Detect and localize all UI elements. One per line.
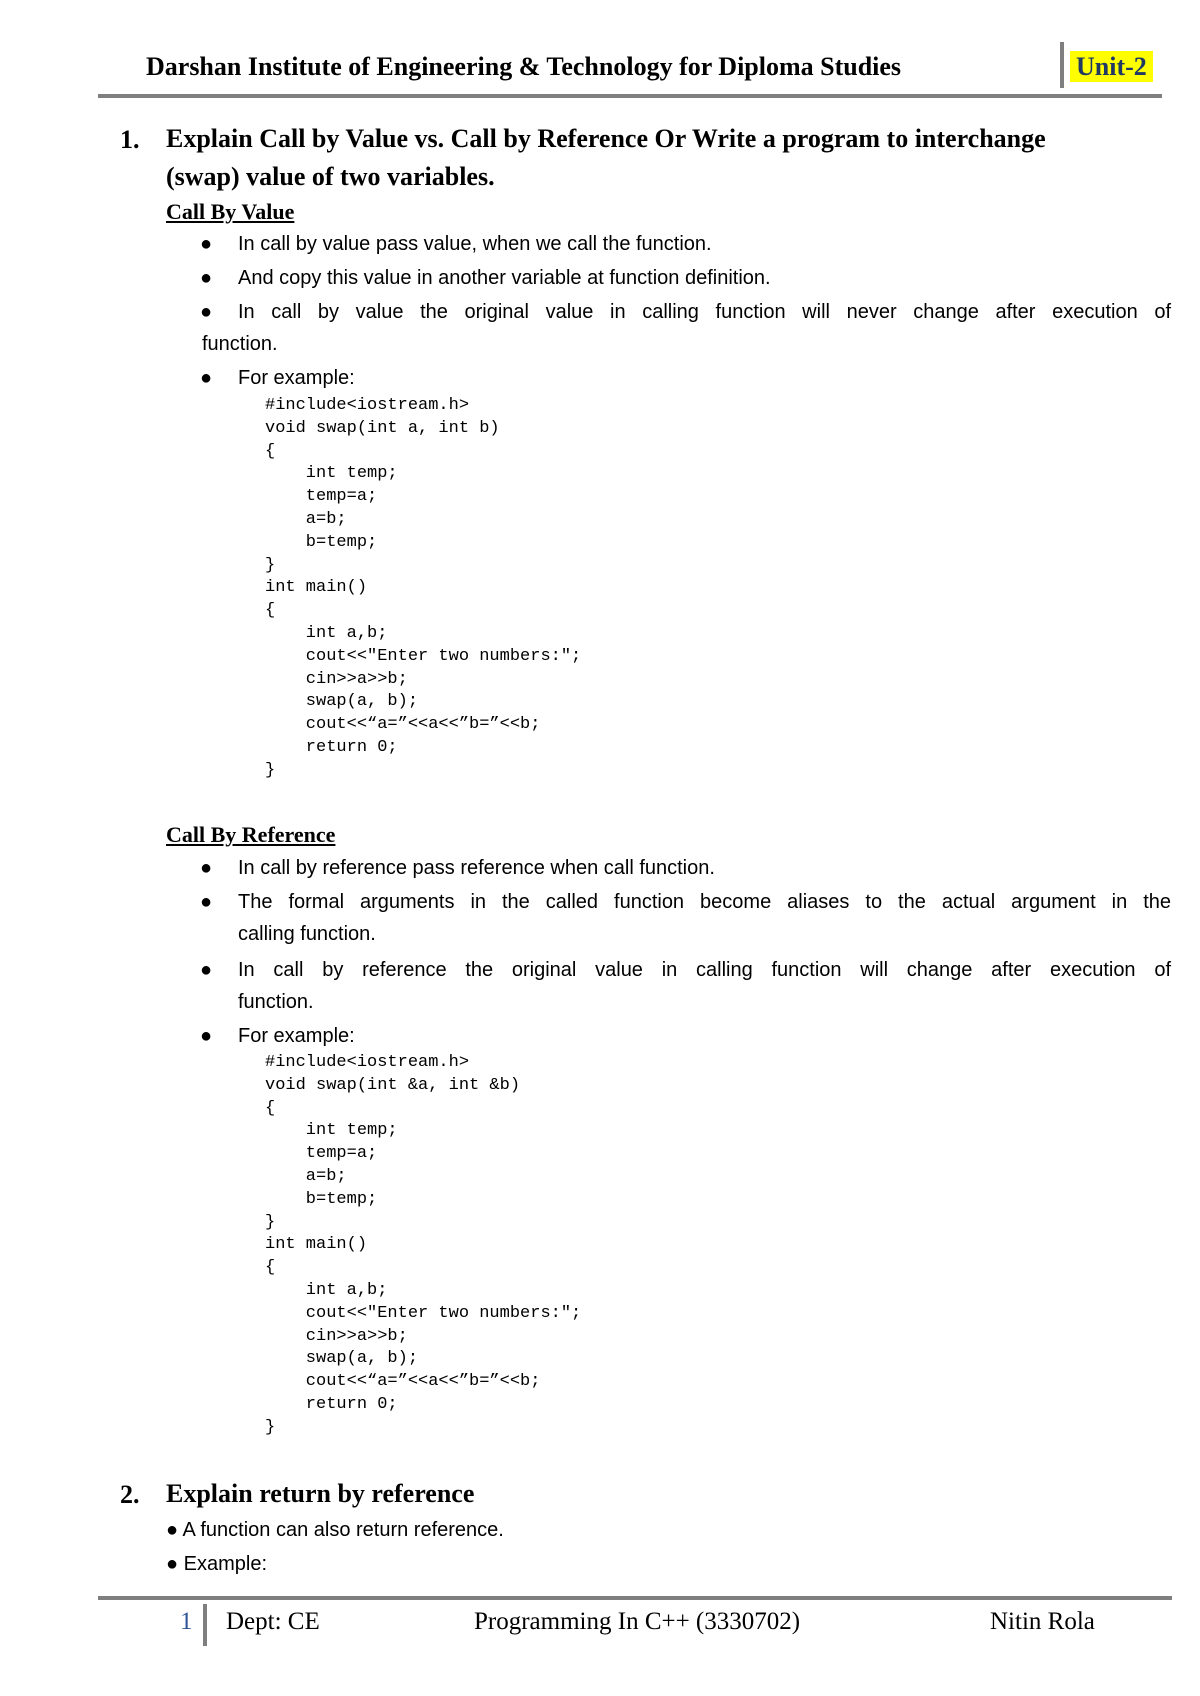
- cbr-bullet-3: In call by reference the original value in calling function will change after execution of: [238, 959, 1171, 981]
- unit-badge: Unit-2: [1070, 51, 1153, 82]
- cbr-bullet-1: In call by reference pass reference when call function.: [238, 857, 715, 879]
- call-by-reference-code: #include<iostream.h> void swap(int &a, int &b) { int temp; temp=a; a=b; b=temp; } int main() { int a,b; cout<<"Enter two numbers:"; cin>>a>>b; swap(a, b); cout<<“a=”<<a<<”b=”<<b; return 0; }: [265, 1053, 582, 1437]
- footer-dept: Dept: CE: [226, 1608, 320, 1635]
- call-by-value-heading: Call By Value: [166, 199, 295, 224]
- bullet-icon: ●: [200, 857, 213, 879]
- bullet-icon: ●: [200, 367, 213, 389]
- question-1-title-line-1: Explain Call by Value vs. Call by Reference Or Write a program to interchange: [166, 124, 1046, 153]
- call-by-value-code: #include<iostream.h> void swap(int a, int b) { int temp; temp=a; a=b; b=temp; } int main() { int a,b; cout<<"Enter two numbers:"; cin>>a>>b; swap(a, b); cout<<“a=”<<a<<”b=”<<b; return 0; }: [265, 396, 582, 780]
- bullet-icon: ●: [200, 891, 213, 913]
- cbr-bullet-2-continued: calling function.: [238, 923, 376, 945]
- footer-author: Nitin Rola: [990, 1608, 1095, 1635]
- cbr-bullet-2: The formal arguments in the called function become aliases to the actual argument in the: [238, 891, 1171, 913]
- cbv-bullet-4: For example:: [238, 367, 355, 389]
- institute-title: Darshan Institute of Engineering & Technology for Diploma Studies: [146, 52, 902, 81]
- page-header: [98, 42, 1162, 98]
- cbr-bullet-4: For example:: [238, 1025, 355, 1047]
- page-number: 1: [180, 1608, 193, 1635]
- question-2-title: Explain return by reference: [166, 1479, 475, 1508]
- footer-divider: [203, 1604, 207, 1646]
- q2-bullet-1: ● A function can also return reference.: [166, 1519, 504, 1541]
- cbv-bullet-3: In call by value the original value in calling function will never change after execution of: [238, 301, 1171, 323]
- cbv-bullet-1: In call by value pass value, when we call the function.: [238, 233, 712, 255]
- question-2-number: 2.: [120, 1480, 140, 1509]
- q2-bullet-2: ● Example:: [166, 1553, 268, 1575]
- bullet-icon: ●: [200, 1025, 213, 1047]
- question-1-title-line-2: (swap) value of two variables.: [166, 162, 495, 191]
- bullet-icon: ●: [200, 959, 213, 981]
- footer-subject: Programming In C++ (3330702): [474, 1608, 801, 1635]
- cbr-bullet-3-continued: function.: [238, 991, 314, 1013]
- bullet-icon: ●: [200, 233, 213, 255]
- cbv-bullet-2: And copy this value in another variable at function definition.: [238, 267, 771, 289]
- footer-rule: [98, 1596, 1172, 1600]
- call-by-reference-heading: Call By Reference: [166, 822, 336, 847]
- q2-bullet-2-text: Example:: [183, 1553, 268, 1575]
- bullet-icon: ●: [200, 301, 213, 323]
- header-divider: [1060, 42, 1064, 88]
- q2-bullet-1-text: A function can also return reference.: [182, 1519, 504, 1541]
- bullet-icon: ●: [200, 267, 213, 289]
- question-1-number: 1.: [120, 125, 140, 154]
- cbv-bullet-3-continued: function.: [202, 333, 278, 355]
